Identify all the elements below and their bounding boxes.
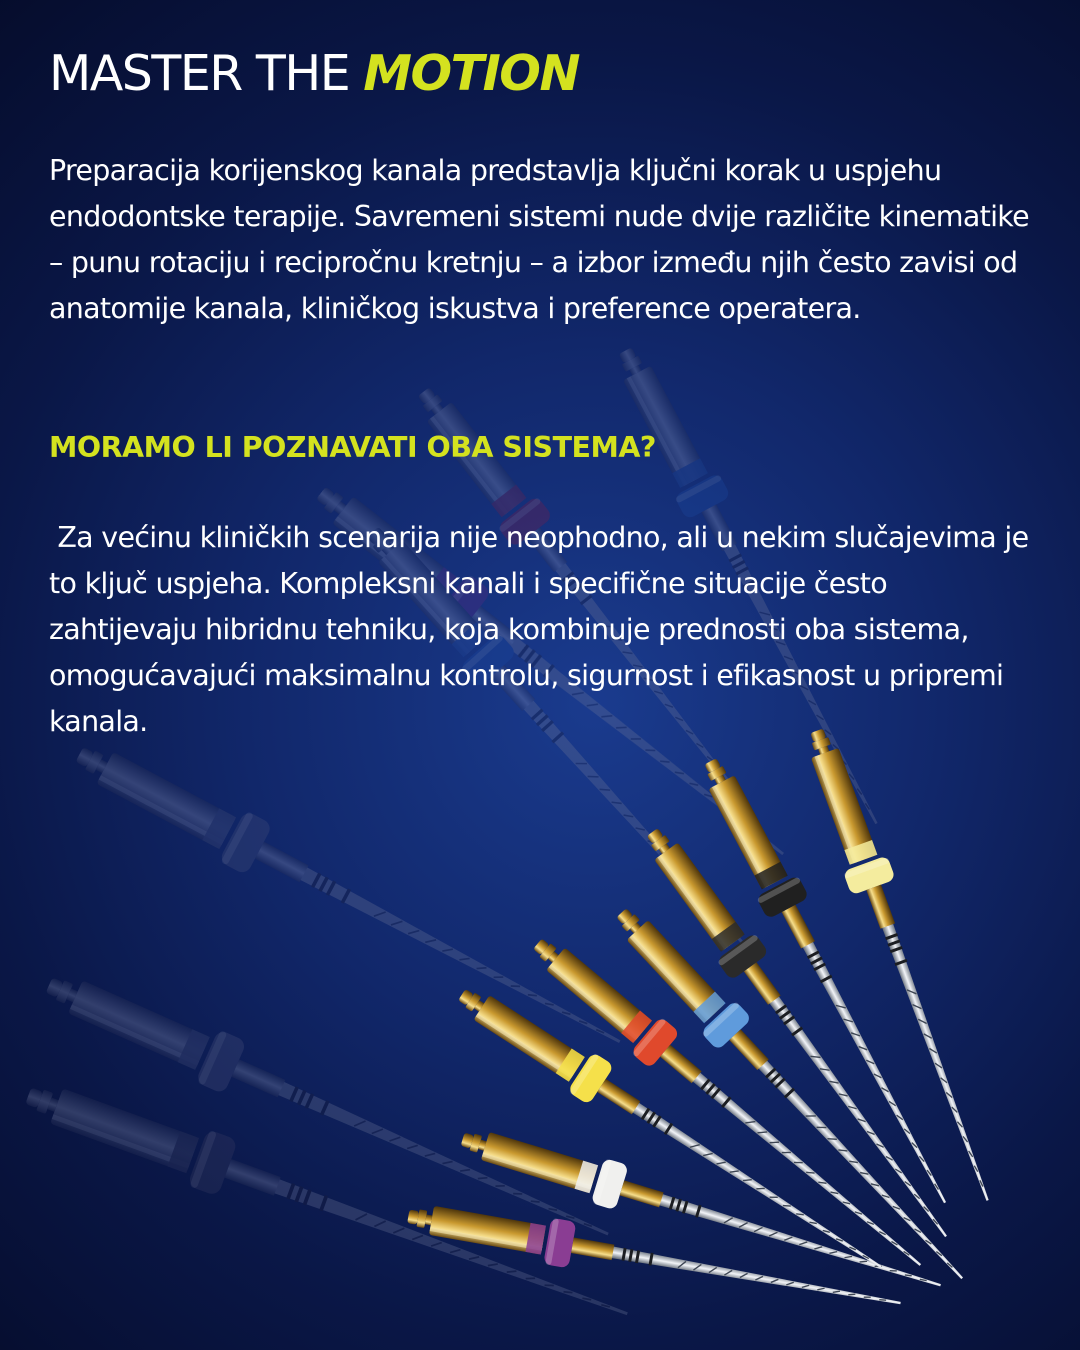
file bbox=[690, 750, 966, 1213]
file bbox=[522, 926, 935, 1283]
headline-lead: MASTER THE bbox=[49, 45, 364, 102]
section-heading: MORAMO LI POZNAVATI OBA SISTEMA? bbox=[49, 431, 656, 464]
file bbox=[37, 959, 620, 1261]
headline-accent: MOTION bbox=[363, 45, 579, 102]
intro-paragraph: Preparacija korijenskog kanala predstavlja ključni korak u uspjehu endodontske terapije. Savremeni sistemi nude dvije različite kinematike – punu rotaciju i recipročnu kretnju – a izbor između njih često zavisi od anatomije kanala, kliničkog iskustva i preference operatera. bbox=[49, 154, 1029, 325]
body-paragraph: Za većinu kliničkih scenarija nije neophodno, ali u nekim slučajevima je to ključ uspjeha. Kompleksni kanali i specifične situacije često zahtijevaju hibridnu tehniku, koja kombinuje prednosti oba sistema, omogućavajući maksimalnu kontrolu, sigurnost i efikasnost u pripremi kanala. bbox=[49, 521, 1037, 738]
file bbox=[604, 897, 979, 1295]
headline bbox=[49, 44, 579, 104]
